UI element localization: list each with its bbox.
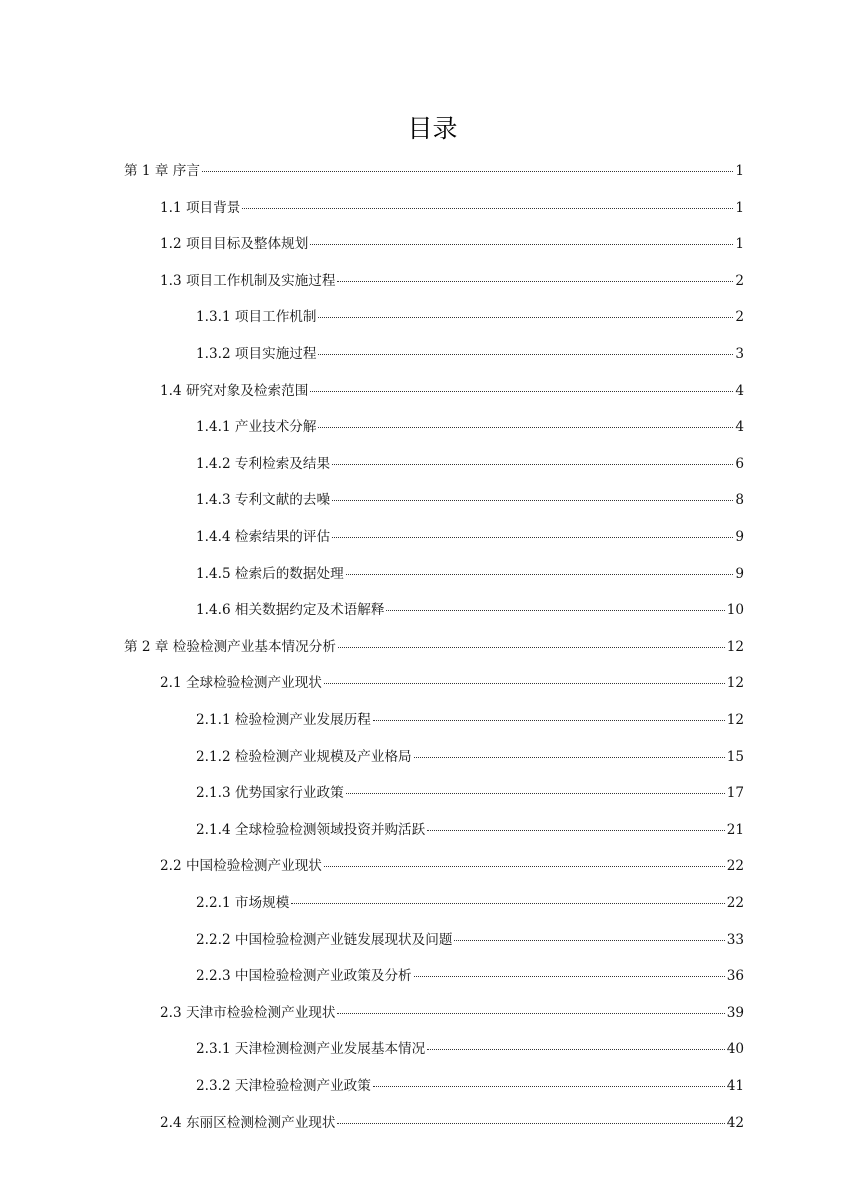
toc-dot-leader [338, 647, 725, 648]
toc-entry[interactable] [160, 1111, 744, 1135]
toc-dot-leader [427, 1049, 724, 1050]
toc-dot-leader [414, 757, 725, 758]
toc-entry-label: 2.1.1 检验检测产业发展历程 [196, 712, 371, 728]
toc-dot-leader [291, 903, 724, 904]
toc-entry-label: 2.1.3 优势国家行业政策 [196, 785, 344, 801]
toc-entry[interactable] [196, 1074, 744, 1098]
toc-entry-label: 2.2.2 中国检验检测产业链发展现状及问题 [196, 932, 453, 948]
toc-entry[interactable] [196, 964, 744, 988]
toc-dot-leader [346, 793, 725, 794]
toc-entry-page-number: 40 [726, 1041, 744, 1057]
toc-entry-label: 2.2.3 中国检验检测产业政策及分析 [196, 968, 412, 984]
toc-entry-page-number: 36 [726, 968, 744, 984]
toc-entry-page-number: 2 [735, 309, 744, 325]
toc-entry[interactable] [196, 891, 744, 915]
toc-entry-page-number: 22 [726, 895, 744, 911]
toc-entry-page-number: 1 [735, 163, 744, 179]
toc-entry-page-number: 9 [735, 566, 744, 582]
toc-entry-page-number: 12 [726, 712, 744, 728]
toc-entry-page-number: 6 [735, 456, 744, 472]
toc-entry-label: 1.4.5 检索后的数据处理 [196, 566, 344, 582]
toc-entry-label: 1.4.6 相关数据约定及术语解释 [196, 602, 385, 618]
toc-dot-leader [332, 500, 733, 501]
toc-entry-label: 2.4 东丽区检测检测产业现状 [160, 1115, 336, 1131]
toc-entry-label: 2.2 中国检验检测产业现状 [160, 858, 322, 874]
toc-entry[interactable] [160, 269, 744, 293]
toc-entry-page-number: 42 [726, 1115, 744, 1131]
toc-entry-page-number: 4 [735, 383, 744, 399]
toc-entry-page-number: 17 [726, 785, 744, 801]
toc-dot-leader [337, 1013, 724, 1014]
toc-entry-label: 1.3.1 项目工作机制 [196, 309, 317, 325]
toc-entry-label: 2.3.1 天津检测检测产业发展基本情况 [196, 1041, 426, 1057]
toc-entry[interactable] [196, 305, 744, 329]
toc-entry-label: 第 1 章 序言 [124, 163, 200, 179]
toc-entry-page-number: 12 [726, 639, 744, 655]
toc-entry-label: 1.3.2 项目实施过程 [196, 346, 317, 362]
toc-dot-leader [242, 208, 733, 209]
toc-entry-label: 1.4.2 专利检索及结果 [196, 456, 331, 472]
toc-entry[interactable] [196, 928, 744, 952]
toc-dot-leader [310, 391, 733, 392]
toc-dot-leader [346, 574, 734, 575]
toc-entry-page-number: 1 [735, 236, 744, 252]
toc-dot-leader [373, 1086, 725, 1087]
toc-entry[interactable] [160, 854, 744, 878]
toc-entry-label: 2.3.2 天津检验检测产业政策 [196, 1078, 371, 1094]
toc-dot-leader [318, 317, 733, 318]
toc-entry[interactable] [196, 415, 744, 439]
toc-entry[interactable] [196, 745, 744, 769]
toc-entry-page-number: 9 [735, 529, 744, 545]
toc-entry-label: 1.4 研究对象及检索范围 [160, 383, 309, 399]
toc-entry-label: 2.1.2 检验检测产业规模及产业格局 [196, 749, 412, 765]
toc-entry-label: 1.4.4 检索结果的评估 [196, 529, 331, 545]
toc-entry-page-number: 39 [726, 1005, 744, 1021]
toc-entry-label: 2.3 天津市检验检测产业现状 [160, 1005, 336, 1021]
toc-entry[interactable] [196, 598, 744, 622]
toc-entry-label: 1.4.3 专利文献的去噪 [196, 492, 331, 508]
toc-entry[interactable] [196, 342, 744, 366]
toc-entry[interactable] [124, 159, 744, 183]
toc-entry-page-number: 8 [735, 492, 744, 508]
toc-dot-leader [337, 281, 733, 282]
toc-entry-page-number: 4 [735, 419, 744, 435]
toc-entry-page-number: 3 [735, 346, 744, 362]
toc-entry[interactable] [196, 562, 744, 586]
toc-entry-page-number: 2 [735, 273, 744, 289]
toc-entry[interactable] [196, 452, 744, 476]
toc-entry[interactable] [196, 818, 744, 842]
toc-entry[interactable] [196, 1037, 744, 1061]
toc-entry-label: 1.2 项目目标及整体规划 [160, 236, 309, 252]
toc-entry-label: 1.1 项目背景 [160, 200, 241, 216]
toc-entry[interactable] [160, 671, 744, 695]
toc-entry-page-number: 1 [735, 200, 744, 216]
toc-entry[interactable] [196, 781, 744, 805]
toc-entry[interactable] [160, 1001, 744, 1025]
toc-dot-leader [324, 683, 725, 684]
toc-entry-page-number: 10 [726, 602, 744, 618]
toc-entry[interactable] [196, 488, 744, 512]
toc-entry[interactable] [196, 708, 744, 732]
toc-entry-label: 1.3 项目工作机制及实施过程 [160, 273, 336, 289]
toc-dot-leader [337, 1123, 724, 1124]
toc-entry-label: 第 2 章 检验检测产业基本情况分析 [124, 639, 336, 655]
toc-entry[interactable] [124, 635, 744, 659]
toc-entry[interactable] [160, 196, 744, 220]
toc-entry-label: 1.4.1 产业技术分解 [196, 419, 317, 435]
toc-entry[interactable] [160, 379, 744, 403]
toc-entry-page-number: 21 [726, 822, 744, 838]
toc-dot-leader [310, 244, 733, 245]
toc-entry[interactable] [160, 232, 744, 256]
toc-dot-leader [202, 171, 733, 172]
toc-dot-leader [324, 866, 725, 867]
toc-entry[interactable] [196, 525, 744, 549]
toc-dot-leader [427, 830, 724, 831]
toc-dot-leader [332, 464, 733, 465]
toc-entry-page-number: 15 [726, 749, 744, 765]
toc-dot-leader [318, 427, 733, 428]
toc-entry-label: 2.1 全球检验检测产业现状 [160, 675, 322, 691]
toc-dot-leader [373, 720, 725, 721]
toc-entry-page-number: 22 [726, 858, 744, 874]
toc-dot-leader [414, 976, 725, 977]
toc-dot-leader [454, 940, 724, 941]
page-title: 目录 [407, 114, 458, 143]
toc-dot-leader [318, 354, 733, 355]
toc-entry-page-number: 12 [726, 675, 744, 691]
toc-dot-leader [332, 537, 733, 538]
toc-entry-page-number: 41 [726, 1078, 744, 1094]
toc-entry-label: 2.1.4 全球检验检测领域投资并购活跃 [196, 822, 426, 838]
toc-entry-page-number: 33 [726, 932, 744, 948]
toc-entry-label: 2.2.1 市场规模 [196, 895, 290, 911]
toc-dot-leader [386, 610, 724, 611]
